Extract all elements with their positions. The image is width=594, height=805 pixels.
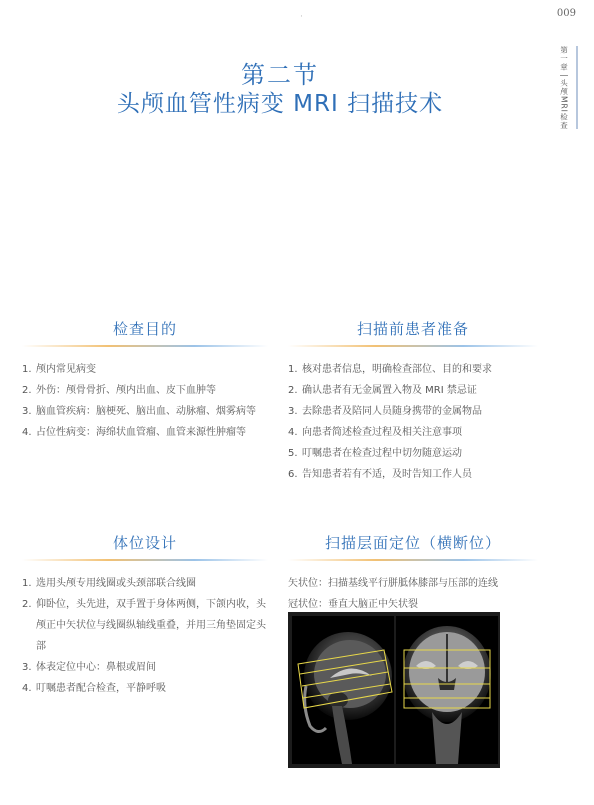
coronal-mri-image <box>396 616 498 764</box>
list-item: 1. 颅内常见病变 <box>22 364 96 375</box>
list-item: 4. 占位性病变：海绵状血管瘤、血管来源性肿瘤等 <box>22 427 246 438</box>
exam-purpose-rule <box>22 345 268 347</box>
list-item: 6. 告知患者若有不适，及时告知工作人员 <box>288 469 472 480</box>
mri-localizer-panel <box>288 612 500 768</box>
list-item: 3. 去除患者及陪同人员随身携带的金属物品 <box>288 406 482 417</box>
positioning-rule <box>22 559 268 561</box>
top-mark: · <box>300 12 303 22</box>
slice-positioning-rule <box>288 559 538 561</box>
exam-purpose-card <box>22 318 268 443</box>
coronal-line: 冠状位：垂直大脑正中矢状裂 <box>288 599 418 610</box>
list-item: 4. 向患者简述检查过程及相关注意事项 <box>288 427 462 438</box>
list-item: 1. 核对患者信息，明确检查部位、目的和要求 <box>288 364 492 375</box>
positioning-header: 体位设计 <box>112 534 177 552</box>
page-number: 009 <box>556 8 576 19</box>
sagittal-line: 矢状位：扫描基线平行胼胝体膝部与压部的连线 <box>288 578 498 589</box>
patient-prep-rule <box>288 345 538 347</box>
exam-purpose-list <box>22 359 268 443</box>
patient-prep-list <box>288 359 538 485</box>
positioning-list <box>22 573 268 699</box>
list-item: 2. 确认患者有无金属置入物及 MRI 禁忌证 <box>288 385 477 396</box>
slice-positioning-header: 扫描层面定位（横断位） <box>324 534 501 552</box>
side-tab-chapter: 第一章 <box>559 46 569 72</box>
exam-purpose-header: 检查目的 <box>112 320 177 338</box>
list-item: 1. 选用头颅专用线圈或头颈部联合线圈 <box>22 578 196 589</box>
positioning-card <box>22 532 268 699</box>
list-item: 3. 脑血管疾病：脑梗死、脑出血、动脉瘤、烟雾病等 <box>22 406 256 417</box>
list-item: 3. 体表定位中心：鼻根或眉间 <box>22 662 156 673</box>
patient-prep-card <box>288 318 538 485</box>
list-item: 4. 叮嘱患者配合检查，平静呼吸 <box>22 683 166 694</box>
page-title: 头颅血管性病变 MRI 扫描技术 <box>116 91 444 117</box>
side-tab-topic: 头颅MRI检查 <box>559 78 569 130</box>
section-title: 第二节 <box>241 61 319 89</box>
list-item: 2. 外伤：颅骨骨折、颅内出血、皮下血肿等 <box>22 385 216 396</box>
side-tab-separator <box>560 75 568 76</box>
sagittal-mri-image <box>292 616 394 764</box>
list-item: 5. 叮嘱患者在检查过程中切勿随意运动 <box>288 448 462 459</box>
list-item: 2. 仰卧位，头先进，双手置于身体两侧，下颌内收，头颅正中矢状位与线圈纵轴线重叠，并用三角垫固定头部 <box>22 599 266 652</box>
patient-prep-header: 扫描前患者准备 <box>356 320 469 338</box>
